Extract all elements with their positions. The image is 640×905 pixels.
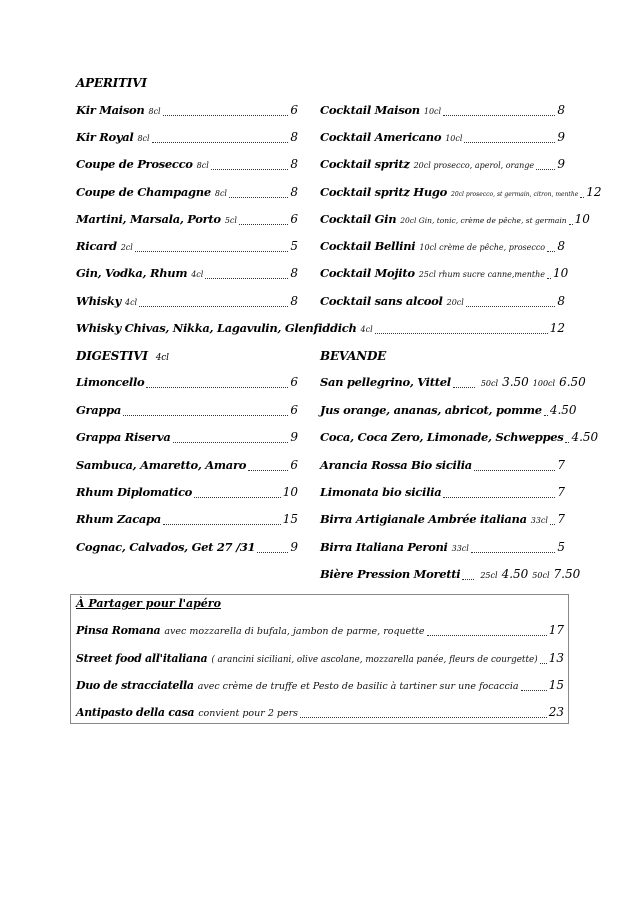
section-title-aperitivi: APERITIVI [76,76,147,90]
item-price: 9 [557,130,565,144]
item-price: 8 [557,294,565,308]
list-item [320,403,577,419]
leader-dots [544,415,548,416]
item-price: 8 [290,185,298,199]
item-name: Grappa [76,403,122,417]
item-name: Limonata bio sicilia [320,485,442,499]
leader-dots [300,717,547,718]
leader-dots [536,169,555,170]
item-price: 17 [548,623,564,637]
item-desc: 2cl [120,243,133,252]
item-price: 12 [549,321,565,335]
leader-dots [257,552,288,553]
item-price: 8 [290,294,298,308]
list-item [76,512,298,528]
item-desc: 4cl [191,270,204,279]
item-name: Antipasto della casa [76,706,195,719]
item-price: 9 [557,157,565,171]
leader-dots [521,690,547,691]
leader-dots [569,224,573,225]
leader-dots [205,278,288,279]
item-desc: 33cl [451,544,469,553]
section-note: 4cl [155,353,169,363]
list-item [76,651,564,667]
leader-dots [453,387,475,388]
leader-dots [427,635,547,636]
item-name: Coca, Coca Zero, Limonade, Schweppes [320,430,564,444]
item-desc: 4cl [360,325,373,334]
item-name: Cocktail Mojito [320,266,415,280]
item-price: 15 [282,512,298,526]
item-desc: 10cl [445,134,463,143]
item-price: 8 [290,157,298,171]
item-desc: 10cl [423,107,442,116]
item-price: 5 [557,540,565,554]
item-name: Street food all'italiana [76,652,208,665]
item-name: Arancia Rossa Bio sicilia [320,458,472,472]
item-price: 8 [290,266,298,280]
item-price: 5 [290,239,298,253]
item-desc: 25cl rhum sucre canne,menthe [418,270,545,279]
section-title-partager: À Partager pour l'apéro [76,597,221,610]
item-price: 4.50 [501,567,529,581]
item-volume: 100cl [532,379,556,388]
item-desc: 20cl prosecco, aperol, orange [413,161,535,170]
item-name: Whisky [76,294,121,308]
list-item [76,185,298,201]
section-title-bevande: BEVANDE [320,349,387,363]
list-item [320,212,590,228]
list-item [76,430,298,446]
list-item [320,239,565,255]
item-price: 10 [552,266,569,280]
list-item [320,157,565,173]
item-desc: 8cl [196,161,209,170]
item-volume: 25cl [480,571,498,580]
leader-dots [375,333,548,334]
item-name: Whisky Chivas, Nikka, Lagavulin, Glenfiddich [76,321,357,335]
item-desc: 8cl [137,134,150,143]
item-name: Pinsa Romana [76,624,161,637]
item-volume: 50cl [480,379,499,388]
leader-dots [139,306,288,307]
item-desc: ( arancini siciliani, olive ascolane, mozzarella panée, fleurs de courgette) [211,655,538,665]
leader-dots [152,142,289,143]
item-name: Rhum Zacapa [76,512,161,526]
leader-dots [466,306,556,307]
item-name: Cocktail Gin [320,212,397,226]
item-volume: 50cl [532,571,550,580]
list-item [76,485,298,501]
leader-dots [550,524,555,525]
leader-dots [462,579,474,580]
item-desc: 8cl [214,189,227,198]
item-desc: 33cl [530,516,548,525]
item-price: 3.50 [502,375,529,389]
item-price: 7 [557,485,565,499]
item-desc: avec crème de truffe et Pesto de basilic à tartiner sur une focaccia [197,681,519,692]
leader-dots [135,251,289,252]
item-name: Birra Italiana Peroni [320,540,448,554]
list-item [320,294,565,310]
item-name: San pellegrino, Vittel [320,375,451,389]
item-price: 8 [557,239,565,253]
item-price: 6.50 [559,375,586,389]
list-item [76,130,298,146]
item-desc: 8cl [148,107,161,116]
leader-dots [123,415,288,416]
leader-dots [565,442,569,443]
item-name: Cocktail sans alcool [320,294,443,308]
list-item [76,321,565,337]
item-price: 12 [586,185,602,199]
list-item [76,705,564,721]
leader-dots [239,224,288,225]
list-item [320,375,586,391]
item-price: 4.50 [571,430,599,444]
item-desc: 4cl [124,298,138,307]
item-price: 15 [548,678,564,692]
leader-dots [471,552,556,553]
item-price: 7 [557,512,565,526]
list-item [76,403,298,419]
list-item [76,266,298,282]
section-title-digestivi [76,349,169,363]
item-name: Cocktail Bellini [320,239,416,253]
list-item [76,540,298,556]
item-price: 23 [548,705,564,719]
item-name: Duo de stracciatella [76,679,194,692]
list-item [76,458,298,474]
leader-dots [464,142,555,143]
item-name: Bière Pression Moretti [320,567,461,581]
list-item [76,678,564,694]
leader-dots [443,115,555,116]
item-price: 4.50 [549,403,577,417]
item-price: 7.50 [553,567,581,581]
list-item [76,103,298,119]
list-item [320,458,565,474]
list-item [320,266,569,282]
section-title-text: DIGESTIVI [76,349,148,363]
item-name: Kir Royal [76,130,134,144]
leader-dots [146,387,288,388]
leader-dots [547,278,551,279]
list-item [320,185,602,201]
leader-dots [540,663,547,664]
leader-dots [163,115,289,116]
item-desc: 5cl [224,216,237,225]
leader-dots [547,251,555,252]
list-item [320,430,599,446]
item-desc: avec mozzarella di bufala, jambon de parme, roquette [164,626,425,637]
item-name: Sambuca, Amaretto, Amaro [76,458,247,472]
item-name: Ricard [76,239,117,253]
item-price: 6 [290,212,298,226]
item-price: 7 [557,458,565,472]
item-price: 6 [290,403,298,417]
item-name: Gin, Vodka, Rhum [76,266,188,280]
item-name: Grappa Riserva [76,430,171,444]
item-name: Cocktail Americano [320,130,442,144]
leader-dots [229,197,288,198]
list-item [76,212,298,228]
leader-dots [580,197,584,198]
item-price: 13 [548,651,564,665]
item-price: 9 [290,430,298,444]
item-name: Limoncello [76,375,145,389]
item-name: Rhum Diplomatico [76,485,193,499]
list-item [320,512,565,528]
leader-dots [173,442,289,443]
leader-dots [163,524,281,525]
item-name: Martini, Marsala, Porto [76,212,221,226]
list-item [76,623,564,639]
list-item [320,567,581,583]
item-name: Cocktail spritz [320,157,410,171]
leader-dots [248,470,288,471]
list-item [320,540,565,556]
item-price: 10 [574,212,590,226]
item-price: 9 [290,540,298,554]
item-desc: 10cl crème de pêche, prosecco [419,243,546,252]
item-desc: 20cl Gin, tonic, crème de pêche, st germain [400,216,567,225]
item-name: Coupe de Prosecco [76,157,193,171]
leader-dots [194,497,281,498]
item-name: Jus orange, ananas, abricot, pomme [320,403,542,417]
item-name: Birra Artigianale Ambrée italiana [320,512,527,526]
list-item [76,157,298,173]
list-item [320,130,565,146]
item-name: Cocktail spritz Hugo [320,185,448,199]
item-desc: convient pour 2 pers [198,708,299,719]
item-price: 6 [290,103,298,117]
leader-dots [474,470,555,471]
item-name: Cocktail Maison [320,103,420,117]
item-price: 8 [557,103,565,117]
item-desc: 20cl prosecco, st germain, citron, menthe [451,191,579,198]
item-name: Kir Maison [76,103,145,117]
item-name: Coupe de Champagne [76,185,211,199]
list-item [76,294,298,310]
leader-dots [211,169,289,170]
list-item [320,485,565,501]
item-name: Cognac, Calvados, Get 27 /31 [76,540,256,554]
item-price: 10 [282,485,298,499]
list-item [320,103,565,119]
list-item [76,375,298,391]
item-price: 8 [290,130,298,144]
item-price: 6 [290,375,298,389]
item-price: 6 [290,458,298,472]
leader-dots [443,497,555,498]
item-desc: 20cl [446,298,464,307]
list-item [76,239,298,255]
